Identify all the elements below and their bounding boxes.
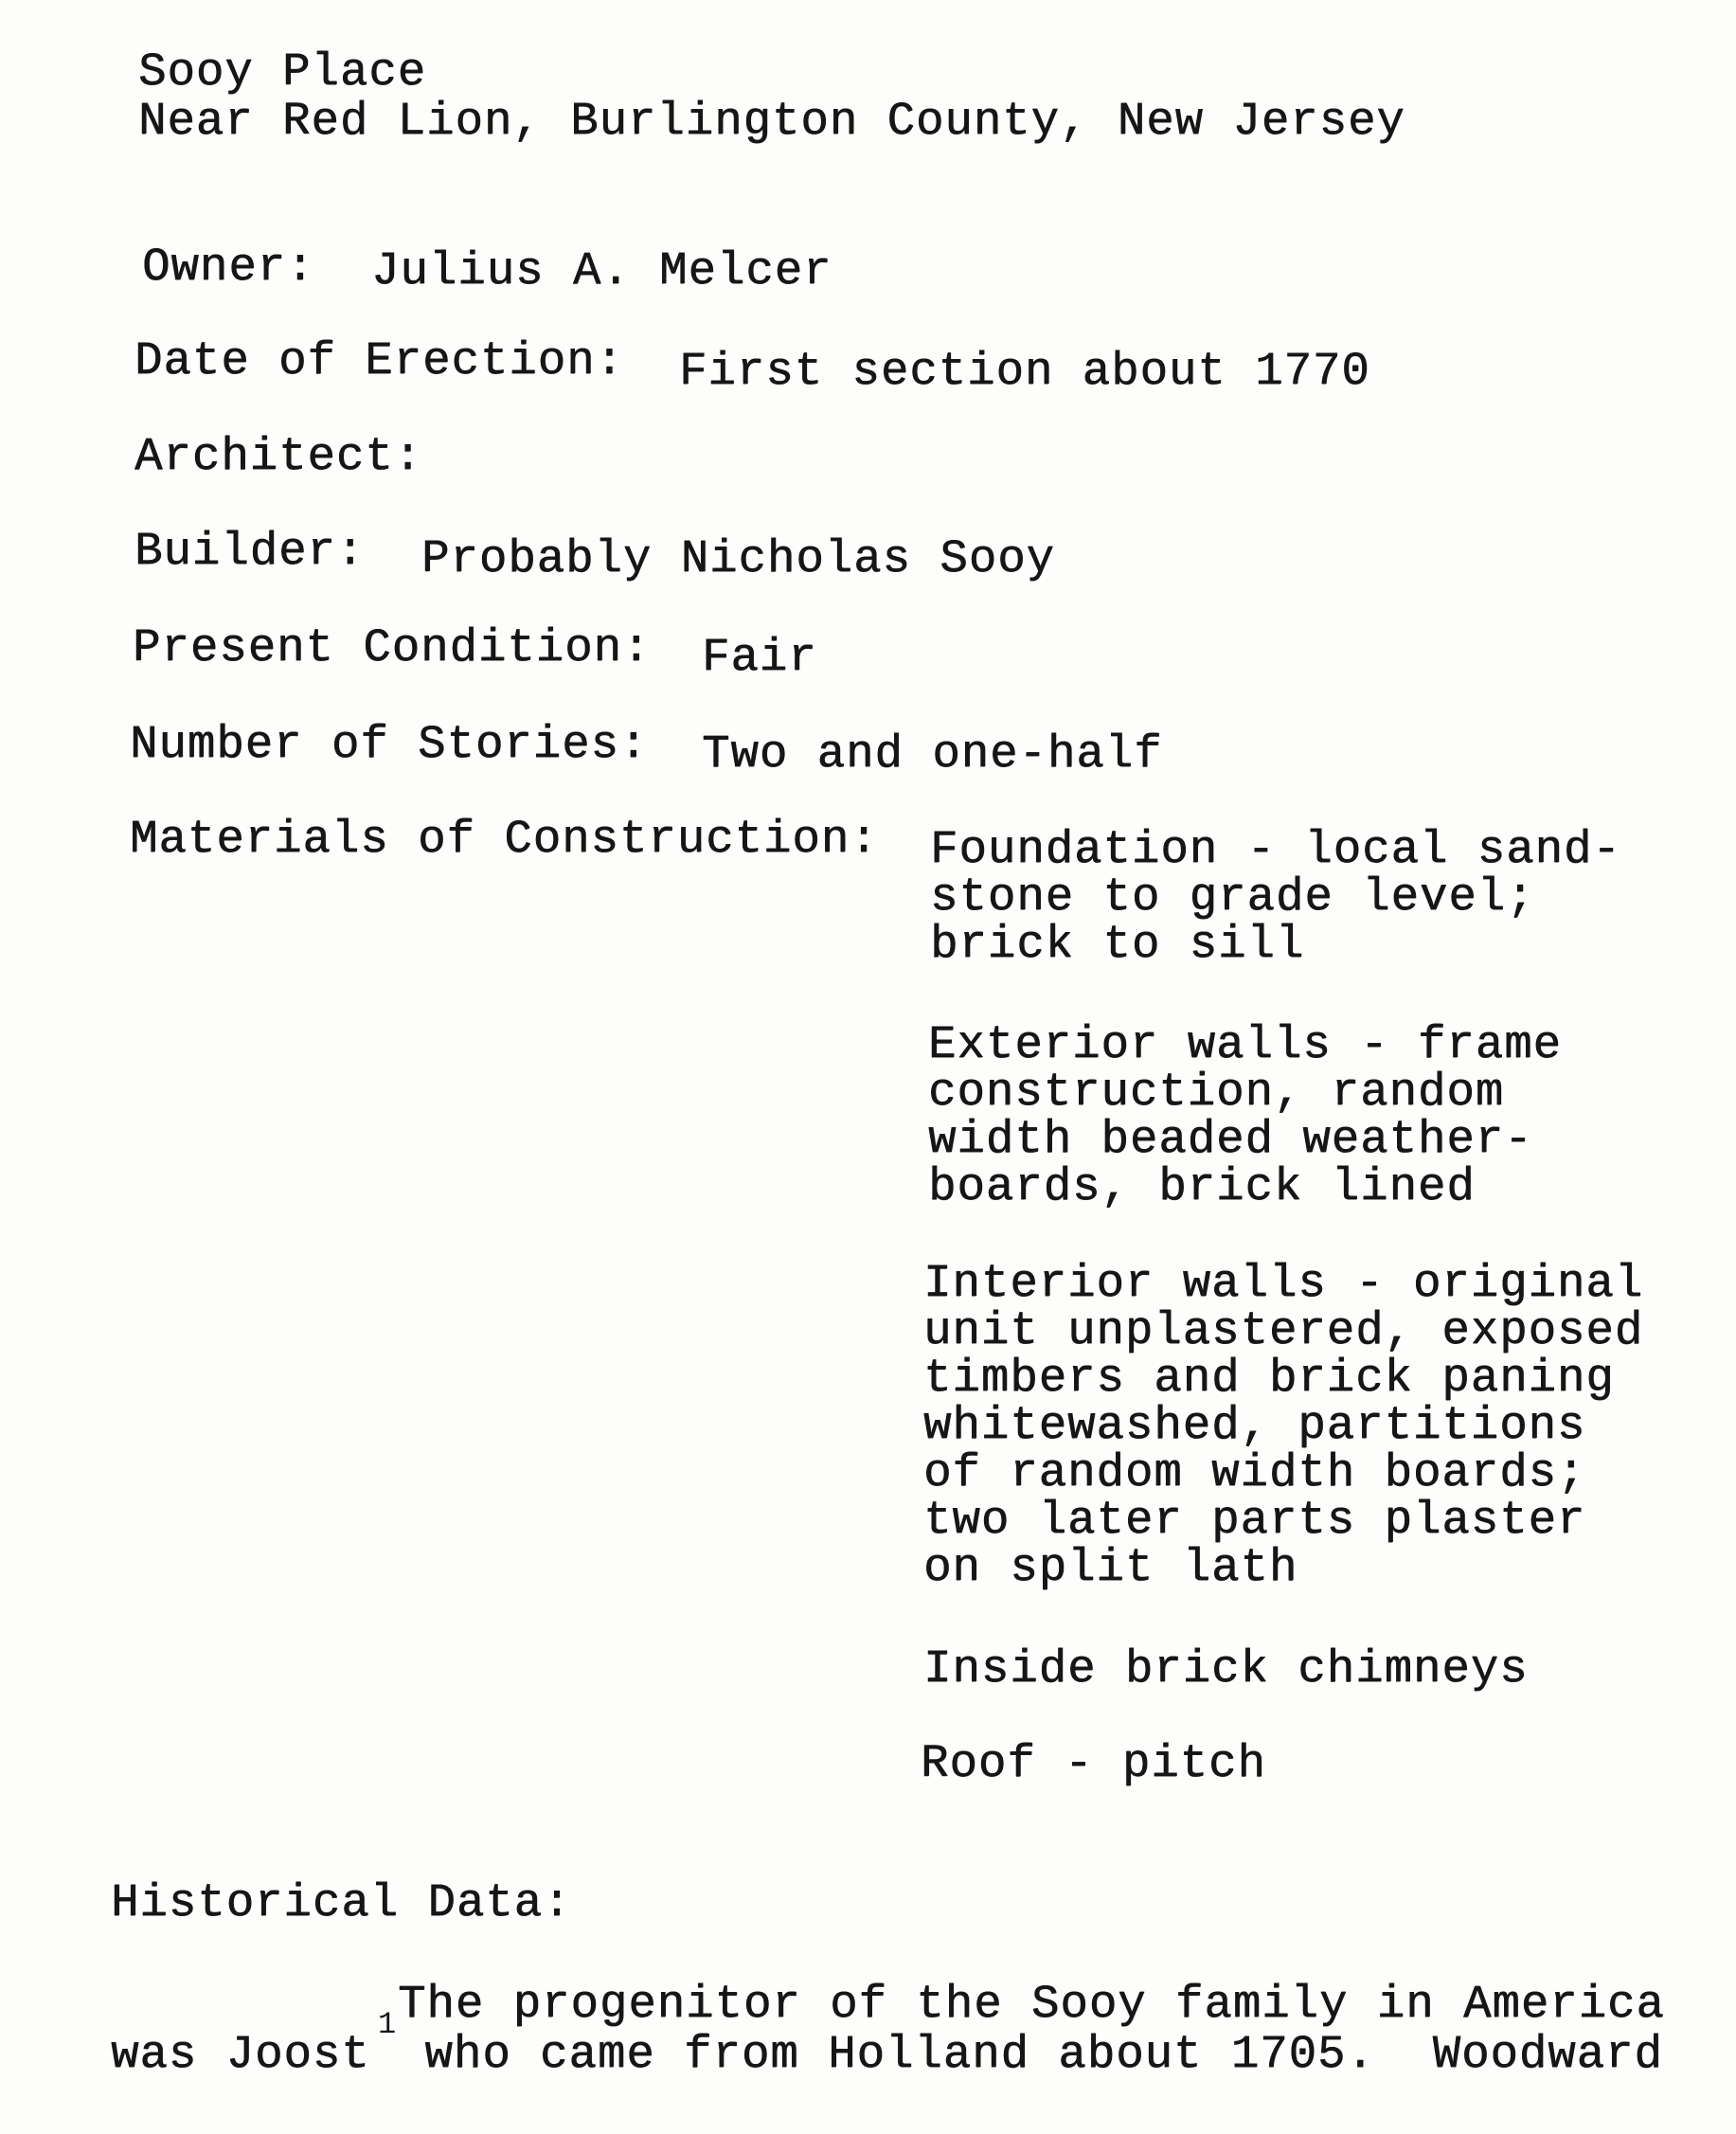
historical-paragraph-line-2-end: who came from Holland about 1705. Woodward [396,2028,1663,2081]
footnote-marker: 1 [378,2007,397,2042]
present-condition-label: Present Condition: [133,621,652,674]
foundation-block [930,823,1621,971]
foundation-line: Foundation - local sand- [930,823,1621,876]
foundation-line: brick to sill [930,918,1305,971]
interior-walls-block [923,1257,1644,1594]
builder-value: Probably Nicholas Sooy [421,532,1055,585]
date-of-erection-value: First section about 1770 [679,345,1370,398]
exterior-walls-line: Exterior walls - frame [928,1018,1562,1071]
present-condition-value: Fair [702,631,817,684]
interior-walls-line: unit unplastered, exposed [923,1304,1644,1357]
interior-walls-line: whitewashed, partitions [923,1399,1586,1452]
owner-value: Julius A. Melcer [371,244,832,297]
historical-data-label: Historical Data: [111,1876,572,1929]
interior-walls-line: on split lath [923,1541,1298,1594]
number-of-stories-label: Number of Stories: [130,718,649,771]
exterior-walls-block [928,1018,1562,1213]
chimneys-text: Inside brick chimneys [923,1642,1529,1695]
historical-paragraph-line-2-start: was Joost [111,2028,370,2081]
exterior-walls-line: boards, brick lined [928,1160,1476,1213]
date-of-erection-label: Date of Erection: [134,334,624,387]
document-location: Near Red Lion, Burlington County, New Jersey [138,95,1405,148]
historical-paragraph-line-1: The progenitor of the Sooy family in America [398,1978,1665,2031]
roof-text: Roof - pitch [921,1737,1266,1790]
interior-walls-line: Interior walls - original [923,1257,1644,1310]
document-title: Sooy Place [138,45,427,99]
architect-label: Architect: [134,430,423,483]
exterior-walls-line: construction, random [928,1066,1505,1119]
materials-label: Materials of Construction: [130,813,879,866]
interior-walls-line: timbers and brick paning [923,1352,1615,1405]
owner-label: Owner: [142,241,315,294]
exterior-walls-line: width beaded weather- [928,1113,1533,1166]
foundation-line: stone to grade level; [930,870,1535,924]
interior-walls-line: two later parts plaster [923,1494,1586,1547]
number-of-stories-value: Two and one-half [702,727,1163,780]
interior-walls-line: of random width boards; [923,1446,1586,1499]
builder-label: Builder: [134,525,366,578]
